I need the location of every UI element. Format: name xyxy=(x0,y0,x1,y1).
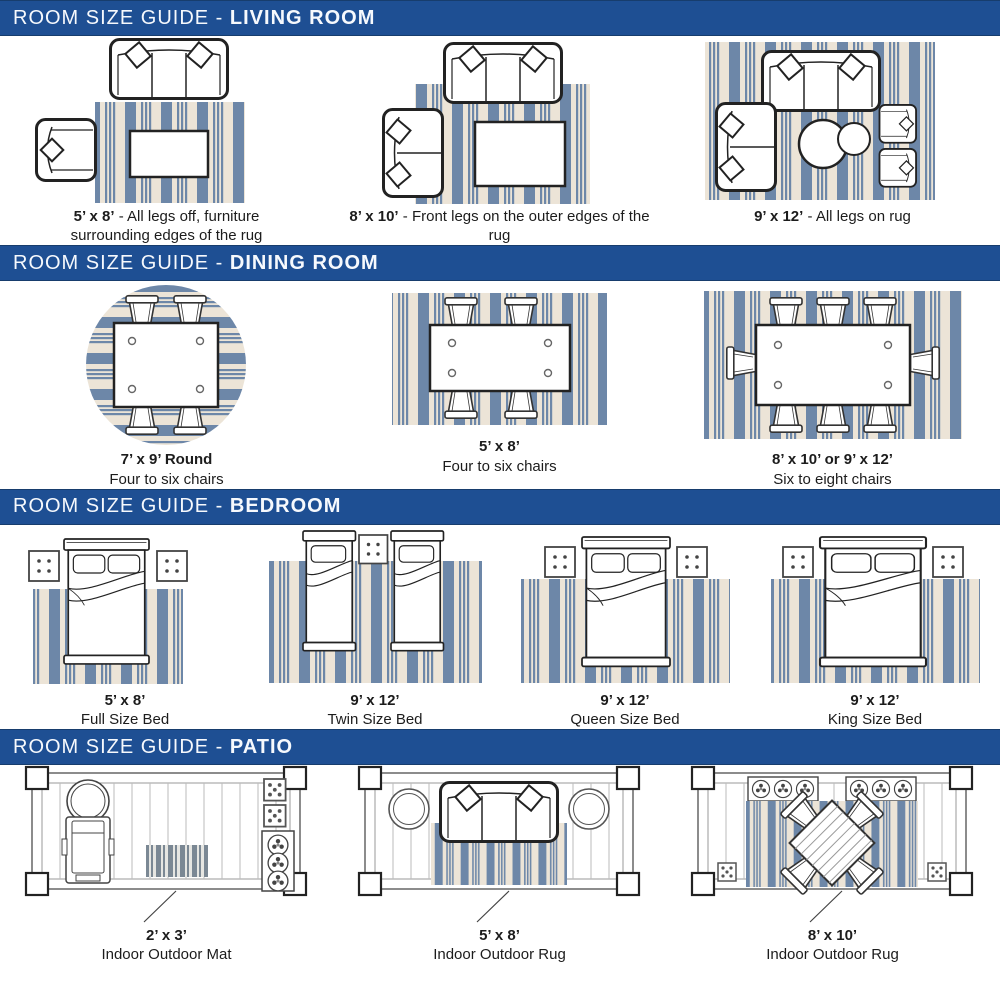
planter-icon xyxy=(264,779,286,801)
caption-living-8x10 xyxy=(340,207,660,245)
caption-description: Indoor Outdoor Rug xyxy=(766,946,899,964)
caption-bedroom-twin xyxy=(327,691,422,729)
patio-8x10-illustration xyxy=(690,765,975,925)
loveseat-icon xyxy=(716,104,775,191)
bedroom-king-illustration xyxy=(763,525,988,690)
figure-dining-5x8 xyxy=(333,281,666,488)
caption-separator: - xyxy=(114,208,128,225)
patio-5x8-illustration xyxy=(357,765,642,925)
round-planter-icon xyxy=(389,789,429,829)
section-title-prefix: ROOM SIZE GUIDE - xyxy=(13,735,230,758)
dining-8x10-illustration xyxy=(698,281,968,449)
nightstand-icon xyxy=(545,547,575,577)
lounge-chair-icon xyxy=(62,817,114,883)
bed-icon xyxy=(820,537,926,666)
round-side-table-icon xyxy=(838,123,870,155)
figure-living-5x8 xyxy=(0,36,333,245)
bedroom-twin-illustration xyxy=(263,525,488,690)
armchair-icon xyxy=(36,120,95,181)
bedroom-figures xyxy=(0,525,1000,729)
nightstand-icon xyxy=(157,551,187,581)
patio-figures xyxy=(0,765,1000,964)
coffee-table-icon xyxy=(475,122,565,186)
sofa-icon xyxy=(444,44,561,103)
caption-description: Indoor Outdoor Mat xyxy=(101,946,232,964)
figure-patio-2x3 xyxy=(0,765,333,964)
section-title-name: LIVING ROOM xyxy=(229,6,376,29)
figure-patio-8x10 xyxy=(666,765,999,964)
outdoor-mat xyxy=(146,845,208,877)
section-header-patio xyxy=(0,729,1000,765)
leader-line xyxy=(477,891,509,922)
caption-dining-5x8 xyxy=(442,437,556,475)
dining-table-icon xyxy=(114,323,218,407)
coffee-table-icon xyxy=(130,131,208,177)
round-planter-icon xyxy=(569,789,609,829)
sofa-icon xyxy=(110,40,227,99)
caption-description: Full Size Bed xyxy=(80,710,170,728)
figure-bedroom-full xyxy=(0,525,250,729)
nightstand-icon xyxy=(677,547,707,577)
twin-bed-icon xyxy=(303,531,355,651)
leader-line xyxy=(810,891,842,922)
caption-bedroom-queen xyxy=(570,691,679,729)
section-title-prefix: ROOM SIZE GUIDE - xyxy=(13,6,230,29)
caption-description: Queen Size Bed xyxy=(570,710,680,728)
section-patio xyxy=(0,729,1000,964)
section-title-prefix: ROOM SIZE GUIDE - xyxy=(13,251,230,274)
figure-bedroom-twin xyxy=(250,525,500,729)
caption-living-5x8 xyxy=(36,207,298,245)
caption-size: 8’ x 10’ or 9’ x 12’ xyxy=(772,451,893,469)
caption-separator: - xyxy=(803,208,816,225)
caption-size: 9’ x 12’ xyxy=(600,691,650,709)
section-title-name: DINING ROOM xyxy=(229,251,379,274)
caption-separator: - xyxy=(398,208,412,225)
section-title-name: BEDROOM xyxy=(229,495,342,518)
living-room-figures xyxy=(0,36,1000,245)
figure-bedroom-king xyxy=(750,525,1000,729)
bed-icon xyxy=(64,539,149,664)
armchair-icon xyxy=(879,149,916,187)
section-living-room xyxy=(0,0,1000,245)
caption-description: King Size Bed xyxy=(827,710,923,728)
section-dining-room xyxy=(0,245,1000,488)
caption-bedroom-king xyxy=(828,691,922,729)
figure-living-9x12 xyxy=(666,36,999,245)
dining-round-illustration xyxy=(74,281,259,449)
round-table-icon xyxy=(67,780,109,822)
figure-dining-7x9-round xyxy=(0,281,333,488)
figure-bedroom-queen xyxy=(500,525,750,729)
section-header-dining-room xyxy=(0,245,1000,281)
dining-room-figures xyxy=(0,281,1000,488)
caption-description: Six to eight chairs xyxy=(773,470,892,488)
caption-description: Twin Size Bed xyxy=(327,710,423,728)
living-5x8-illustration xyxy=(17,36,317,206)
caption-bedroom-full xyxy=(81,691,169,729)
caption-description: All legs off, furniture surrounding edges of the rug xyxy=(70,208,263,245)
caption-size: 5’ x 8’ xyxy=(104,691,146,709)
caption-size: 9’ x 12’ xyxy=(350,691,400,709)
armchair-icon xyxy=(879,105,916,143)
caption-description: Front legs on the outer edges of the rug xyxy=(411,208,650,245)
bedroom-queen-illustration xyxy=(513,525,738,690)
figure-living-8x10 xyxy=(333,36,666,245)
caption-size: 5’ x 8’ xyxy=(73,208,115,225)
figure-dining-8x10-9x12 xyxy=(666,281,999,488)
caption-dining-8x10 xyxy=(772,450,893,488)
caption-size: 8’ x 10’ xyxy=(349,208,399,225)
section-title-prefix: ROOM SIZE GUIDE - xyxy=(13,495,230,518)
section-header-bedroom xyxy=(0,489,1000,525)
caption-description: Indoor Outdoor Rug xyxy=(433,946,566,964)
bed-icon xyxy=(582,537,670,666)
loveseat-icon xyxy=(383,110,442,197)
patio-2x3-illustration xyxy=(24,765,309,925)
caption-size: 2’ x 3’ xyxy=(146,927,187,945)
outdoor-sofa-icon xyxy=(441,783,558,842)
caption-description: Four to six chairs xyxy=(442,457,557,475)
caption-size: 7’ x 9’ Round xyxy=(120,451,213,469)
caption-size: 8’ x 10’ xyxy=(807,927,858,945)
leader-line xyxy=(144,891,176,922)
caption-patio-8x10 xyxy=(766,926,899,964)
caption-size: 9’ x 12’ xyxy=(754,208,804,225)
dining-table-icon xyxy=(756,325,910,405)
twin-bed-icon xyxy=(391,531,443,651)
caption-living-9x12 xyxy=(754,207,911,226)
bedroom-full-illustration xyxy=(13,525,238,690)
living-9x12-illustration xyxy=(693,36,973,206)
caption-size: 5’ x 8’ xyxy=(479,438,520,456)
nightstand-icon xyxy=(783,547,813,577)
caption-size: 5’ x 8’ xyxy=(479,927,520,945)
dining-table-icon xyxy=(430,325,570,391)
deck-accent-icon xyxy=(718,863,736,881)
caption-size: 9’ x 12’ xyxy=(850,691,900,709)
section-title-name: PATIO xyxy=(229,735,294,758)
living-8x10-illustration xyxy=(380,36,620,206)
caption-description: Four to six chairs xyxy=(109,470,224,488)
sofa-icon xyxy=(762,52,879,111)
section-bedroom xyxy=(0,489,1000,729)
rug xyxy=(269,561,482,683)
caption-description: All legs on rug xyxy=(815,208,911,225)
deck-accent-icon xyxy=(928,863,946,881)
nightstand-icon xyxy=(29,551,59,581)
caption-dining-round xyxy=(109,450,223,488)
section-header-living-room xyxy=(0,0,1000,36)
planter-icon xyxy=(264,805,286,827)
nightstand-icon xyxy=(933,547,963,577)
caption-patio-5x8 xyxy=(433,926,566,964)
nightstand-icon xyxy=(359,535,388,564)
caption-patio-2x3 xyxy=(101,926,231,964)
grill-cart-icon xyxy=(262,831,294,891)
figure-patio-5x8 xyxy=(333,765,666,964)
dining-5x8-illustration xyxy=(382,281,617,436)
